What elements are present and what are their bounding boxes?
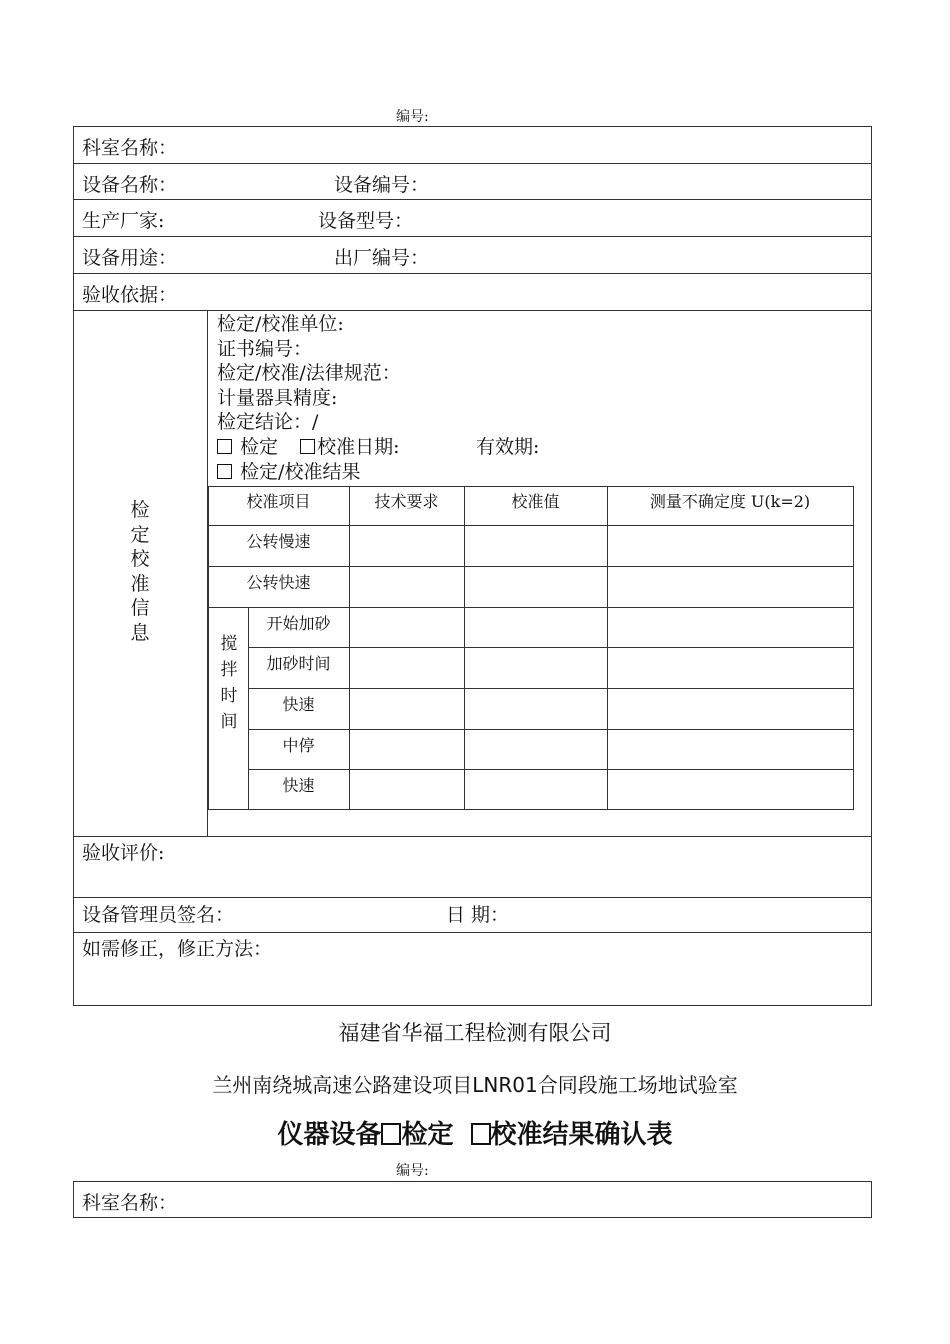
calibrate-date-label: 校准日期: xyxy=(317,436,400,458)
row-label-sand-time: 加砂时间 xyxy=(266,654,331,673)
inner-table-vline xyxy=(464,486,465,810)
header-technical-requirement: 技术要求 xyxy=(374,492,439,511)
result-line xyxy=(217,460,360,485)
header-calibration-item: 校准项目 xyxy=(246,492,311,511)
verify-date-line xyxy=(217,435,400,460)
project-name: 兰州南绕城高速公路建设项目LNR01合同段施工场地试验室 xyxy=(212,1073,738,1097)
row-label-fast-revolution: 公转快速 xyxy=(246,573,311,592)
date-label: 日 期： xyxy=(446,904,510,926)
row-divider xyxy=(73,310,872,311)
row-label-fast-1: 快速 xyxy=(282,695,315,714)
manager-signature-label: 设备管理员签名： xyxy=(82,904,235,926)
row-divider xyxy=(73,897,872,898)
title-calibrate-checkbox xyxy=(471,1123,491,1145)
serial-number-label: 编号: xyxy=(396,109,429,125)
conclusion-label: 检定结论：/ xyxy=(217,411,319,433)
company-name: 福建省华福工程检测有限公司 xyxy=(338,1021,612,1045)
manufacturer-label: 生产厂家: xyxy=(82,210,165,232)
row-divider xyxy=(73,163,872,164)
row-divider xyxy=(73,273,872,274)
table2-border-top xyxy=(73,1181,872,1182)
result-option-label: 检定/校准结果 xyxy=(240,461,361,483)
accuracy-label: 计量器具精度: xyxy=(217,387,338,409)
table2-border-left xyxy=(73,1181,74,1218)
serial-number-label-2: 编号: xyxy=(396,1163,429,1179)
department-label-2: 科室名称： xyxy=(82,1192,178,1214)
inner-table-line xyxy=(208,607,854,608)
valid-period-label: 有效期: xyxy=(476,436,540,458)
inner-table-line xyxy=(208,566,854,567)
evaluation-label: 验收评价: xyxy=(82,842,165,864)
usage-label: 设备用途： xyxy=(82,247,178,269)
title-prefix: 仪器设备 xyxy=(277,1120,382,1150)
calibrate-date-checkbox[interactable] xyxy=(300,439,315,454)
model-label: 设备型号： xyxy=(318,210,414,232)
row-label-fast-2: 快速 xyxy=(282,776,315,795)
factory-no-label: 出厂编号： xyxy=(334,247,430,269)
title-suffix: 校准结果确认表 xyxy=(490,1120,673,1150)
row-label-pause: 中停 xyxy=(282,736,315,755)
inner-table-vline xyxy=(607,486,608,810)
regulation-label: 检定/校准/法律规范： xyxy=(217,362,401,384)
header-calibration-value: 校准值 xyxy=(511,492,560,511)
department-label: 科室名称： xyxy=(82,137,178,159)
correction-method-label: 如需修正，修正方法： xyxy=(82,938,273,960)
inner-table-vline xyxy=(853,486,854,810)
calibration-section-label: 检定校准信息 xyxy=(130,499,150,644)
table2-border-right xyxy=(871,1181,872,1218)
table-border-bottom xyxy=(73,1005,872,1006)
inner-table-line xyxy=(248,688,854,689)
table-border-left xyxy=(73,126,74,1006)
table2-row-divider xyxy=(73,1217,872,1218)
verify-option-label: 检定 xyxy=(240,436,279,458)
inner-table-line xyxy=(248,729,854,730)
result-checkbox[interactable] xyxy=(217,464,232,479)
row-label-start-sand: 开始加砂 xyxy=(266,614,331,633)
acceptance-basis-label: 验收依据： xyxy=(82,284,178,306)
table-border-top xyxy=(73,126,872,127)
row-divider xyxy=(73,932,872,933)
inner-table-line xyxy=(208,809,854,810)
row-label-slow-revolution: 公转慢速 xyxy=(246,532,311,551)
equipment-no-label: 设备编号： xyxy=(334,174,430,196)
equipment-name-label: 设备名称： xyxy=(82,174,178,196)
inner-table-line xyxy=(208,525,854,526)
calibration-unit-label: 检定/校准单位: xyxy=(217,313,344,335)
row-divider xyxy=(73,236,872,237)
inner-table-vline xyxy=(349,486,350,810)
mixing-time-group-label: 搅拌时间 xyxy=(220,634,238,732)
verify-checkbox[interactable] xyxy=(217,439,232,454)
title-verify-checkbox xyxy=(381,1123,401,1145)
table-border-right xyxy=(871,126,872,1006)
row-divider xyxy=(73,836,872,837)
inner-table-line xyxy=(248,647,854,648)
certificate-no-label: 证书编号： xyxy=(217,338,313,360)
header-uncertainty: 测量不确定度 U(k=2) xyxy=(649,492,811,511)
row-divider xyxy=(73,199,872,200)
inner-table-line xyxy=(208,486,854,487)
title-verify: 检定 xyxy=(401,1120,454,1150)
document-title xyxy=(0,1114,950,1151)
inner-table-line xyxy=(248,769,854,770)
